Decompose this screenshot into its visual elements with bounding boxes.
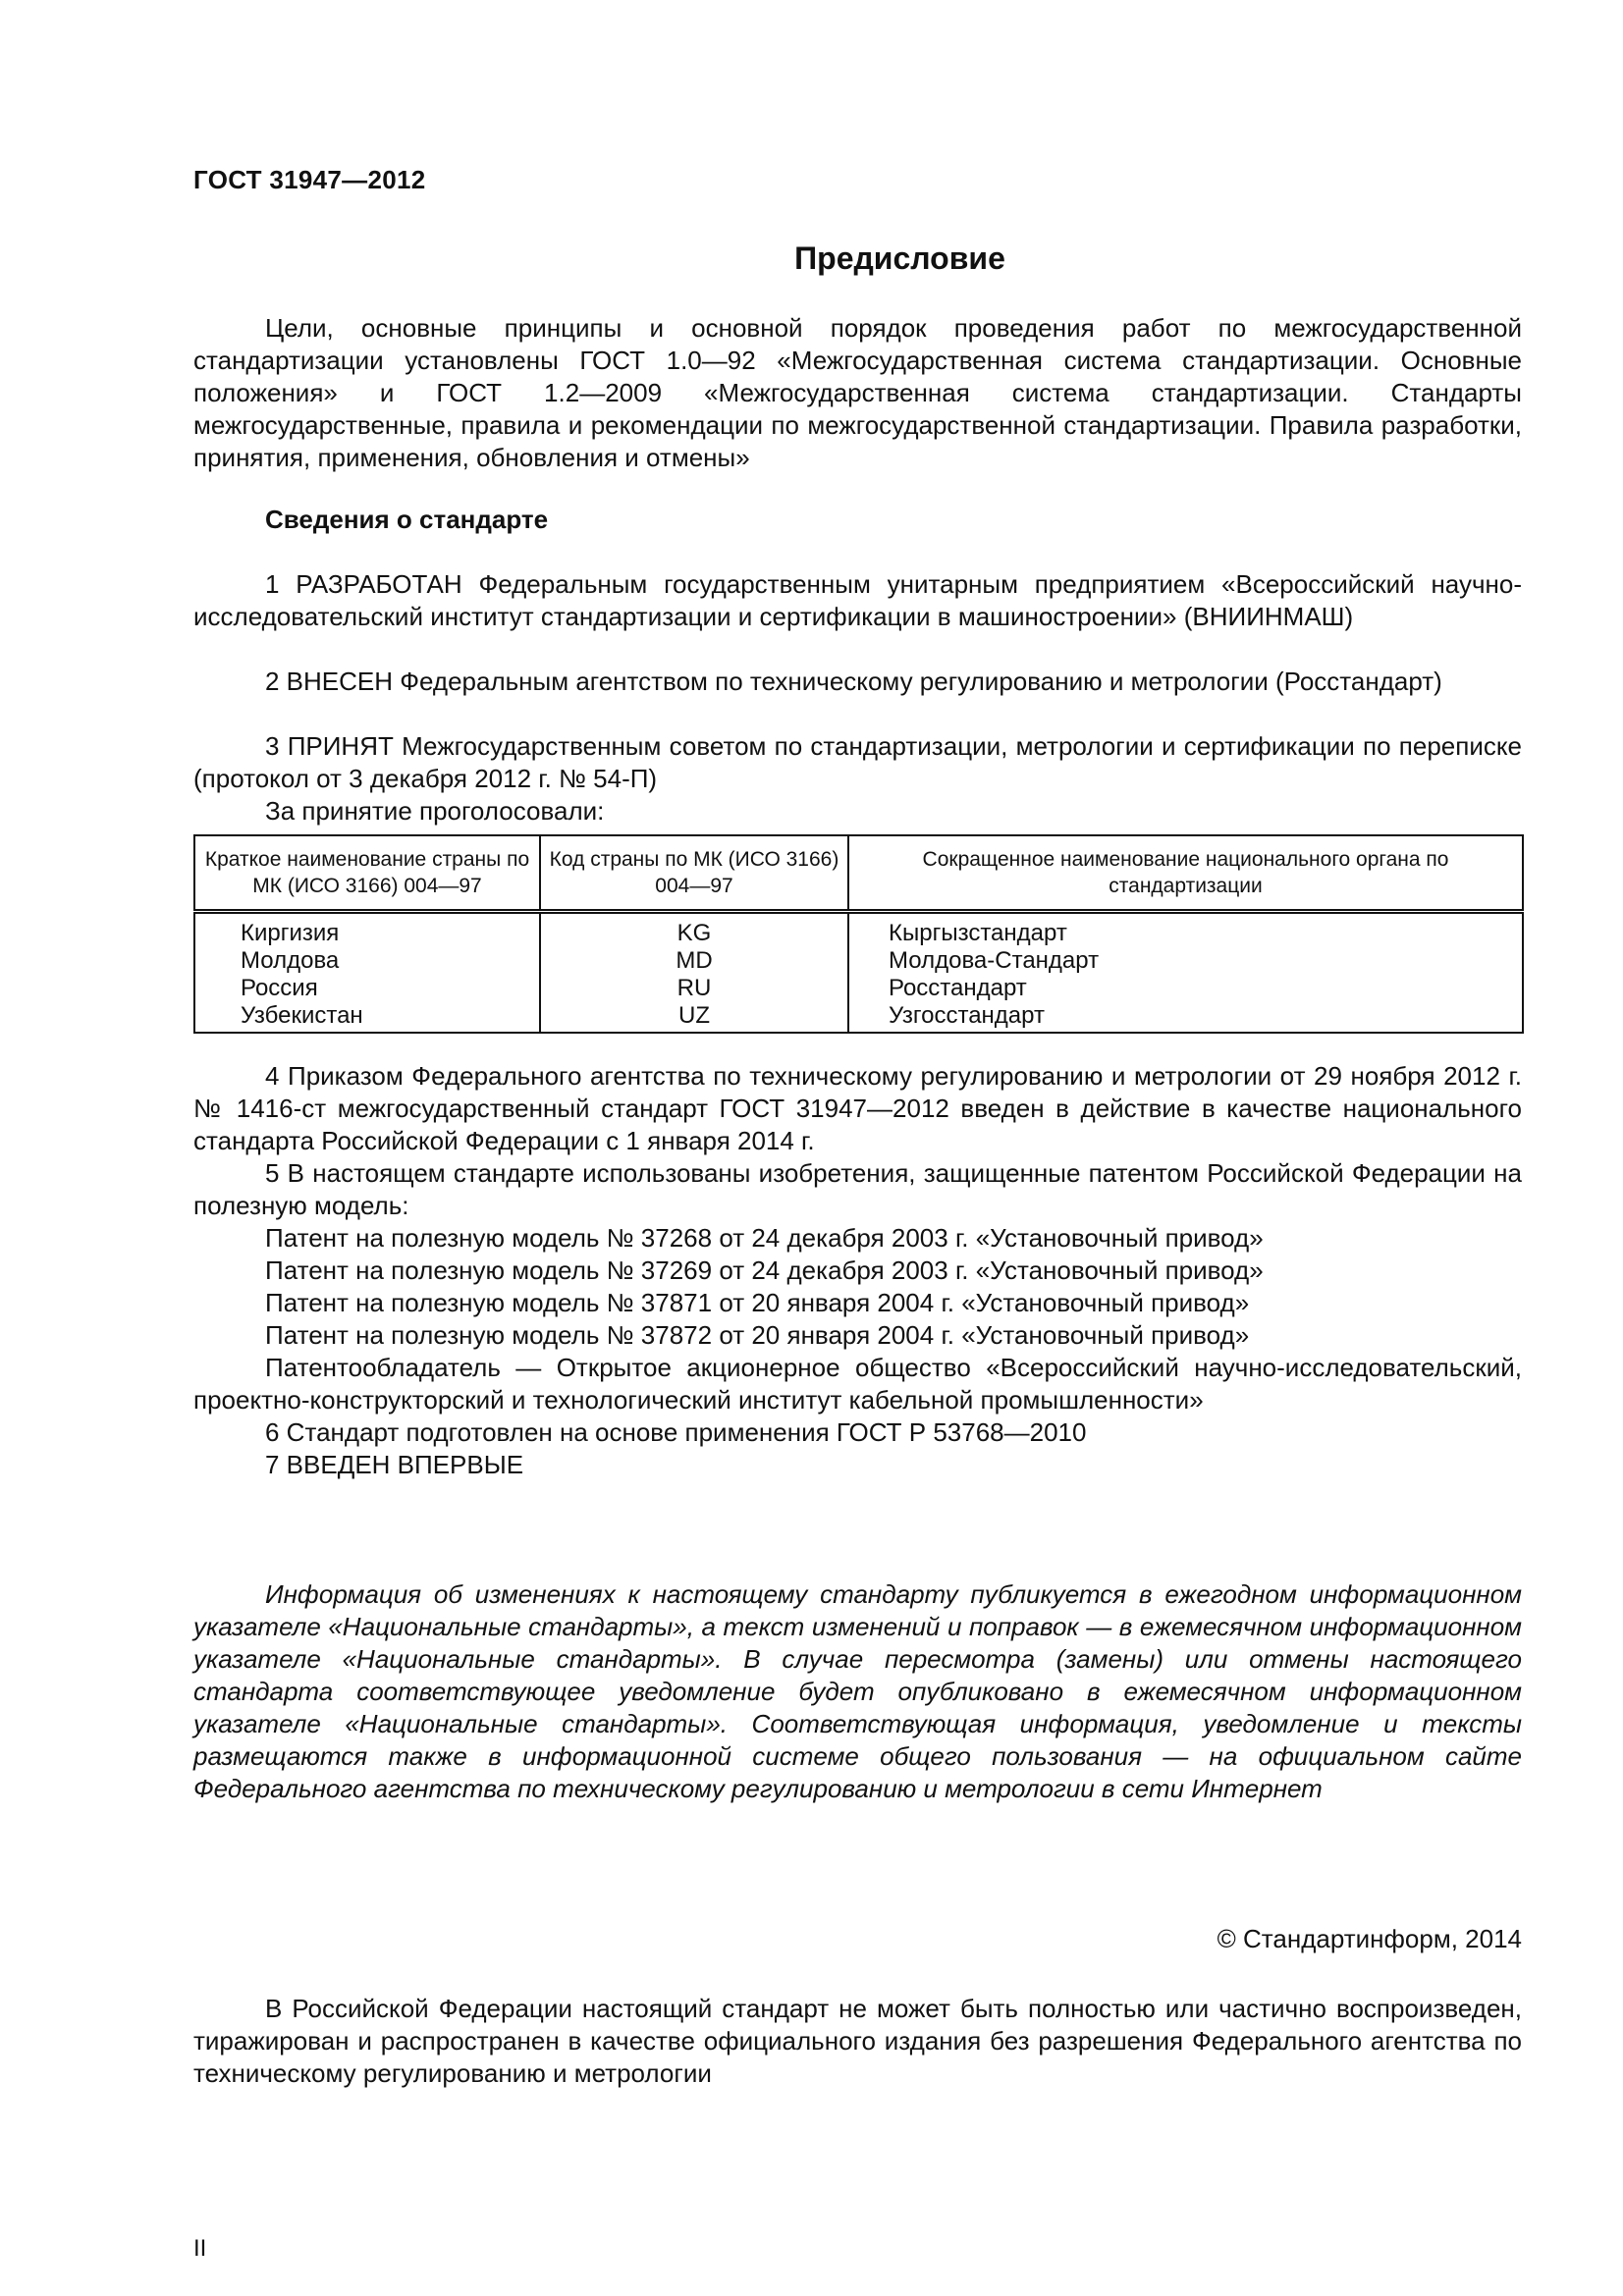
item-1: 1 РАЗРАБОТАН Федеральным государственным унитарным предприятием «Всероссийский научно-исследовательский институт стандартизации и сертификации в машиностроении» (ВНИИНМАШ) (193, 569, 1522, 631)
voting-table (193, 834, 1524, 1034)
voted-label: За принятие проголосовали: (265, 796, 605, 826)
body-column (848, 912, 1523, 1034)
item-7: 7 ВВЕДЕН ВПЕРВЫЕ (265, 1450, 524, 1479)
country-name: Киргизия (241, 920, 340, 946)
country-code: UZ (678, 1002, 710, 1029)
table-header-body: Сокращенное наименование национального органа по стандартизации (848, 835, 1523, 912)
country-name: Узбекистан (241, 1002, 363, 1029)
item-6: 6 Стандарт подготовлен на основе применения ГОСТ Р 53768—2010 (265, 1417, 1087, 1447)
standards-body: Молдова-Стандарт (889, 947, 1100, 974)
copyright: © Стандартинформ, 2014 (1217, 1924, 1522, 1953)
country-name: Россия (241, 975, 318, 1001)
item-2: 2 ВНЕСЕН Федеральным агентством по техническому регулированию и метрологии (Росстандарт) (265, 667, 1442, 696)
table-header-country: Краткое наименование страны по МК (ИСО 3166) 004—97 (194, 835, 540, 912)
table-header-code: Код страны по МК (ИСО 3166) 004—97 (540, 835, 848, 912)
item-4: 4 Приказом Федерального агентства по техническому регулированию и метрологии от 29 ноября 2012 г. № 1416-ст межгосударственный стандарт ГОСТ 31947—2012 введен в действие в качестве национального стандарта Российской Федерации с 1 января 2014 г. (193, 1061, 1522, 1155)
standards-body: Узгосстандарт (889, 1002, 1045, 1029)
intro-paragraph: Цели, основные принципы и основной порядок проведения работ по межгосударственной стандартизации установлены ГОСТ 1.0—92 «Межгосударственная система стандартизации. Основные положения» и ГОСТ 1.2—2009 «Межгосударственная система стандартизации. Стандарты межгосударственные, правила и рекомендации по межгосударственной стандартизации. Правила разработки, принятия, применения, обновления и отмены» (193, 313, 1522, 472)
country-code: KG (676, 920, 712, 946)
page-title: Предисловие (794, 240, 1005, 276)
page-number: II (193, 2235, 207, 2262)
standards-body: Кыргызстандарт (889, 920, 1067, 946)
patent-1: Патент на полезную модель № 37268 от 24 декабря 2003 г. «Установочный привод» (265, 1223, 1264, 1253)
standard-id: ГОСТ 31947—2012 (193, 165, 426, 194)
section-subheading: Сведения о стандарте (265, 505, 549, 534)
patent-3: Патент на полезную модель № 37871 от 20 января 2004 г. «Установочный привод» (265, 1288, 1250, 1317)
rights-notice: В Российской Федерации настоящий стандарт не может быть полностью или частично воспроизведен, тиражирован и распространен в качестве официального издания без разрешения Федерального агентства по техническому регулированию и метрологии (193, 1994, 1522, 2088)
standards-body: Росстандарт (889, 975, 1027, 1001)
patent-4: Патент на полезную модель № 37872 от 20 января 2004 г. «Установочный привод» (265, 1320, 1250, 1350)
item-3: 3 ПРИНЯТ Межгосударственным советом по стандартизации, метрологии и сертификации по переписке (протокол от 3 декабря 2012 г. № 54-П) (193, 731, 1522, 793)
item-5: 5 В настоящем стандарте использованы изобретения, защищенные патентом Российской Федерации на полезную модель: (193, 1158, 1522, 1220)
country-code: RU (676, 975, 712, 1001)
country-code: MD (676, 947, 713, 974)
patent-holder: Патентообладатель — Открытое акционерное общество «Всероссийский научно-исследовательский, проектно-конструкторский и технологический институт кабельной промышленности» (193, 1353, 1522, 1415)
changes-info: Информация об изменениях к настоящему стандарту публикуется в ежегодном информационном указателе «Национальные стандарты», а текст изменений и поправок — в ежемесячном информационном указателе «Национальные стандарты». В случае пересмотра (замены) или отмены настоящего стандарта соответствующее уведомление будет опубликовано в ежемесячном информационном указателе «Национальные стандарты». Соответствующая информация, уведомление и тексты размещаются также в информационной системе общего пользования — на официальном сайте Федерального агентства по техническому регулированию и метрологии в сети Интернет (193, 1579, 1522, 1803)
country-name: Молдова (241, 947, 340, 974)
code-column (540, 912, 848, 1034)
patent-2: Патент на полезную модель № 37269 от 24 декабря 2003 г. «Установочный привод» (265, 1255, 1264, 1285)
country-column (194, 912, 540, 1034)
